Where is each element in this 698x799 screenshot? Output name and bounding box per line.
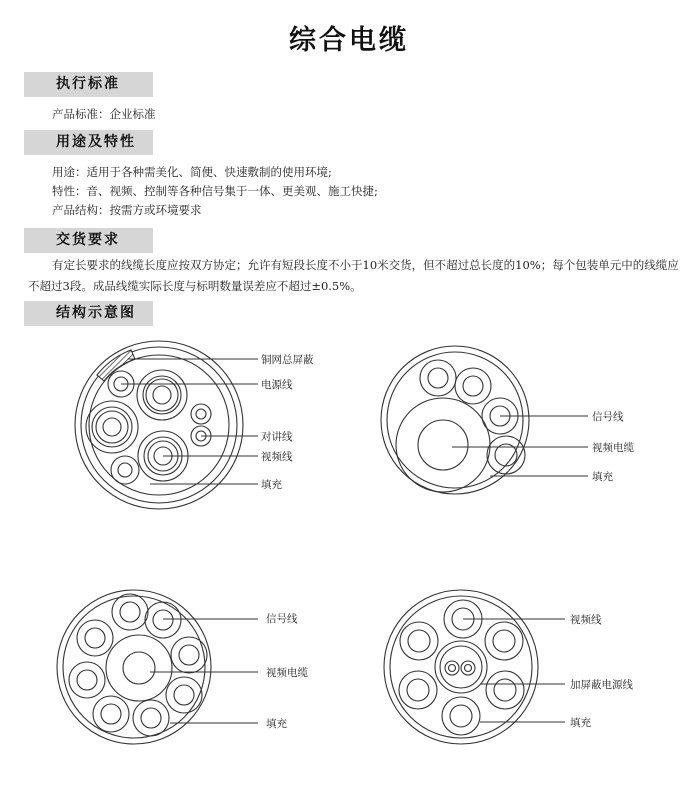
delivery-paragraph: 有定长要求的线缆长度应按双方协定；允许有短段长度不小于10米交货，但不超过总长度的10%；每个包装单元中的线缆应不超过3段。成品线缆实际长度与标明数量误差应不超过±0.5%。 <box>28 258 679 293</box>
section-heading-structure: 结构示意图 <box>24 301 153 326</box>
usage-line: 用途：适用于各种需美化、简便、快速敷制的使用环境; <box>52 165 332 179</box>
signal-core <box>145 602 181 638</box>
label-signal-line: 信号线 <box>266 613 298 625</box>
section-heading-usage: 用途及特性 <box>24 130 153 155</box>
cable-diagram-3 <box>57 590 258 744</box>
label-copper-shield: 铜网总屏蔽 <box>261 354 314 366</box>
label-video-cable: 视频电缆 <box>592 442 634 454</box>
section-heading-standard: 执行标准 <box>24 72 153 97</box>
outer-jacket <box>57 590 211 744</box>
label-video-line: 视频线 <box>261 451 293 463</box>
structure-line: 产品结构：按需方或环境要求 <box>52 203 202 217</box>
video-cable-core <box>396 398 490 492</box>
copper-braid-shield <box>97 350 135 381</box>
label-shielded-power: 加屏蔽电源线 <box>570 679 633 691</box>
label-filler: 填充 <box>570 717 591 729</box>
label-intercom-line: 对讲线 <box>261 431 293 443</box>
cable-diagram-2 <box>381 346 588 494</box>
cable-diagram-4 <box>384 590 565 744</box>
label-power-line: 电源线 <box>261 379 293 391</box>
section-heading-delivery: 交货要求 <box>24 228 153 253</box>
standard-line: 产品标准：企业标准 <box>52 107 156 121</box>
label-filler: 填充 <box>592 471 613 483</box>
feature-line: 特性：音、视频、控制等各种信号集于一体、更美观、施工快捷; <box>52 184 378 198</box>
label-video-cable: 视频电缆 <box>266 667 308 679</box>
cable-diagram-1 <box>75 341 258 509</box>
label-signal-line: 信号线 <box>592 411 624 423</box>
label-filler: 填充 <box>266 718 287 730</box>
page-title: 综合电缆 <box>289 25 409 56</box>
video-cable-core <box>106 635 172 701</box>
label-video-line: 视频线 <box>570 614 602 626</box>
label-filler: 填充 <box>261 479 282 491</box>
